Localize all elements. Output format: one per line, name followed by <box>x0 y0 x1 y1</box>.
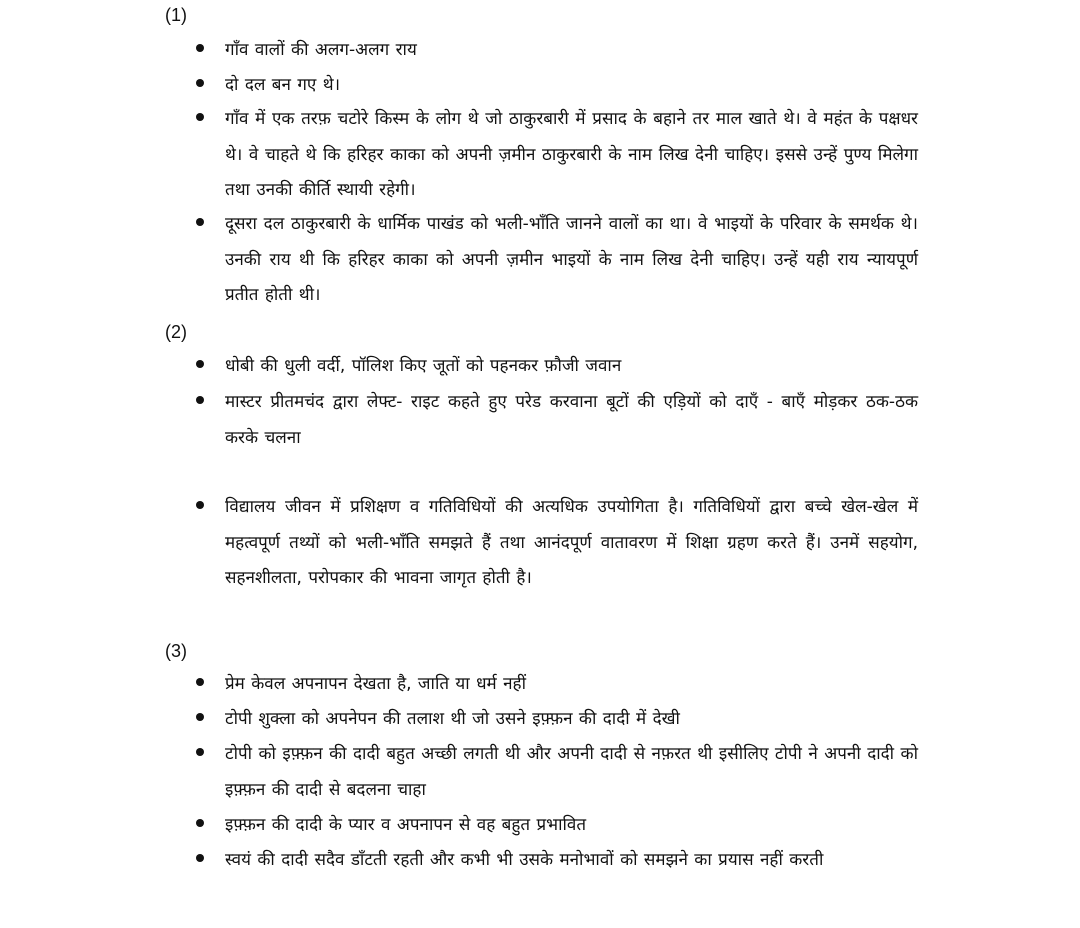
list-item-text: प्रेम केवल अपनापन देखता है, जाति या धर्म नहीं <box>225 674 526 694</box>
bullet-icon <box>196 854 204 862</box>
list-item-text: धोबी की धुली वर्दी, पॉलिश किए जूतों को पहनकर फ़ौजी जवान <box>225 356 622 376</box>
list-item <box>196 385 918 457</box>
bullet-icon <box>196 218 204 226</box>
list-item-text: गाँव में एक तरफ़ चटोरे किस्म के लोग थे जो ठाकुरबारी में प्रसाद के बहाने तर माल खाते थे। वे महंत के पक्षधर थे। वे चाहते थे कि हरिहर काका को अपनी ज़मीन ठाकुरबारी के नाम लिख देनी चाहिए। इससे उन्हें पुण्य मिलेगा तथा उनकी कीर्ति स्थायी रहेगी। <box>225 109 918 200</box>
bullet-icon <box>196 501 204 509</box>
section-3-label: (3) <box>165 641 187 661</box>
list-item-text: इफ़्फ़न की दादी के प्यार व अपनापन से वह बहुत प्रभावित <box>225 815 587 835</box>
list-item <box>196 349 918 385</box>
bullet-icon <box>196 713 204 721</box>
list-item-text: विद्यालय जीवन में प्रशिक्षण व गतिविधियों की अत्यधिक उपयोगिता है। गतिविधियों द्वारा बच्चे खेल-खेल में महत्वपूर्ण तथ्यों को भली-भाँति समझते हैं तथा आनंदपूर्ण वातावरण में शिक्षा ग्रहण करते हैं। उनमें सहयोग, सहनशीलता, परोपकार की भावना जागृत होती है। <box>225 497 918 588</box>
list-item <box>196 207 918 315</box>
list-item <box>196 808 918 844</box>
list-item <box>196 33 918 69</box>
section-1-label: (1) <box>165 5 187 25</box>
bullet-icon <box>196 678 204 686</box>
bullet-icon <box>196 396 204 404</box>
bullet-icon <box>196 79 204 87</box>
list-item-text: गाँव वालों की अलग-अलग राय <box>225 40 417 60</box>
bullet-icon <box>196 44 204 52</box>
section-2-label: (2) <box>165 322 187 342</box>
list-item <box>196 68 918 104</box>
list-item-text: स्वयं की दादी सदैव डाँटती रहती और कभी भी उसके मनोभावों को समझने का प्रयास नहीं करती <box>225 850 824 870</box>
list-item <box>196 737 918 809</box>
list-item-text: दो दल बन गए थे। <box>225 75 341 95</box>
list-item-text: टोपी शुक्ला को अपनेपन की तलाश थी जो उसने इफ़्फ़न की दादी में देखी <box>225 709 680 729</box>
bullet-icon <box>196 819 204 827</box>
bullet-icon <box>196 748 204 756</box>
list-item <box>196 667 918 703</box>
list-item <box>196 102 918 210</box>
bullet-icon <box>196 113 204 121</box>
list-item-text: मास्टर प्रीतमचंद द्वारा लेफ्ट- राइट कहते हुए परेड करवाना बूटों की एड़ियों को दाएँ - बाएँ मोड़कर ठक-ठक करके चलना <box>225 392 918 448</box>
list-item <box>196 702 918 738</box>
list-item <box>196 490 918 598</box>
list-item-text: दूसरा दल ठाकुरबारी के धार्मिक पाखंड को भली-भाँति जानने वालों का था। वे भाइयों के परिवार के समर्थक थे। उनकी राय थी कि हरिहर काका को अपनी ज़मीन भाइयों के नाम लिख देनी चाहिए। उन्हें यही राय न्यायपूर्ण प्रतीत होती थी। <box>225 214 918 305</box>
bullet-icon <box>196 360 204 368</box>
list-item <box>196 843 918 915</box>
list-item-text: टोपी को इफ़्फ़न की दादी बहुत अच्छी लगती थी और अपनी दादी से नफ़रत थी इसीलिए टोपी ने अपनी दादी को इफ़्फ़न की दादी से बदलना चाहा <box>225 744 918 800</box>
